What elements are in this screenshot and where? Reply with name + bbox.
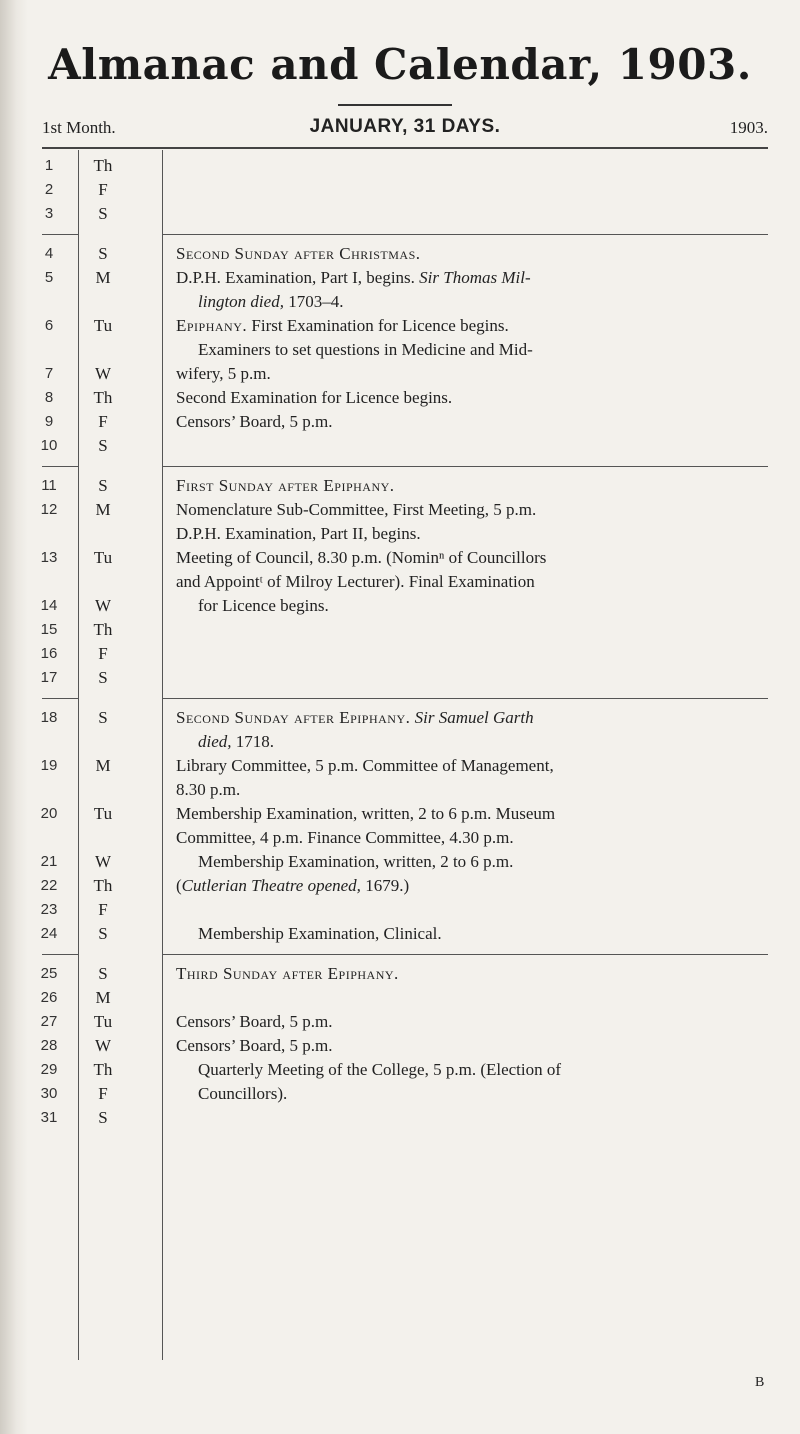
event-line bbox=[198, 338, 533, 362]
calendar-row bbox=[0, 642, 800, 666]
weekday: S bbox=[98, 204, 108, 223]
event-text: Library Committee, 5 p.m. Committee of Management, bbox=[176, 756, 554, 775]
weekday: S bbox=[98, 924, 108, 943]
calendar-row bbox=[0, 1034, 800, 1058]
event-line bbox=[176, 802, 555, 826]
event-text: Meeting of Council, 8.30 p.m. (Nominⁿ of Councillors bbox=[176, 548, 547, 567]
day-number: 21 bbox=[40, 853, 58, 870]
calendar-row bbox=[0, 474, 800, 498]
week-rule bbox=[42, 954, 78, 955]
event-text: Quarterly Meeting of the College, 5 p.m. (Election of bbox=[198, 1060, 562, 1079]
day-number: 20 bbox=[40, 805, 58, 822]
event-text: Censors’ Board, 5 p.m. bbox=[176, 1036, 333, 1055]
day-number: 15 bbox=[40, 621, 58, 638]
event-line bbox=[176, 1010, 332, 1034]
day-number: 30 bbox=[40, 1085, 58, 1102]
event-text: Nomenclature Sub-Committee, First Meeting, 5 p.m. bbox=[176, 500, 537, 519]
month-header bbox=[42, 114, 768, 144]
event-line bbox=[198, 922, 442, 946]
week-rule bbox=[162, 698, 768, 699]
event-text: Examiners to set questions in Medicine and Mid- bbox=[198, 340, 533, 359]
event-text: died, bbox=[198, 732, 232, 751]
calendar-row bbox=[0, 1010, 800, 1034]
month-number: 1st Month. bbox=[42, 118, 116, 137]
day-number: 16 bbox=[40, 645, 58, 662]
event-text: First Examination for Licence begins. bbox=[247, 316, 509, 335]
event-line bbox=[198, 594, 329, 618]
weekday: Tu bbox=[93, 548, 113, 567]
weekday: W bbox=[94, 596, 112, 615]
event-text: D.P.H. Examination, Part II, begins. bbox=[176, 524, 421, 543]
day-number: 4 bbox=[44, 245, 54, 262]
event-line bbox=[198, 1082, 287, 1106]
page-title: Almanac and Calendar, 1903. bbox=[48, 40, 752, 89]
day-number: 8 bbox=[44, 389, 54, 406]
calendar-row bbox=[0, 434, 800, 458]
weekday: F bbox=[98, 180, 108, 199]
event-line bbox=[176, 706, 534, 730]
day-number: 18 bbox=[40, 709, 58, 726]
weekday: S bbox=[98, 244, 108, 263]
event-text: Membership Examination, written, 2 to 6 p.m. bbox=[198, 852, 514, 871]
day-number: 5 bbox=[44, 269, 54, 286]
week-rule bbox=[42, 234, 78, 235]
column-rule-right bbox=[162, 150, 163, 1360]
calendar-row bbox=[0, 898, 800, 922]
event-line bbox=[176, 386, 452, 410]
weekday: M bbox=[95, 988, 111, 1007]
day-number: 28 bbox=[40, 1037, 58, 1054]
weekday: Th bbox=[93, 388, 113, 407]
weekday: S bbox=[98, 476, 108, 495]
column-rule-left bbox=[78, 150, 79, 1360]
day-number: 1 bbox=[44, 157, 54, 174]
day-number: 27 bbox=[40, 1013, 58, 1030]
weekday: Th bbox=[93, 876, 113, 895]
year-label: 1903. bbox=[729, 118, 768, 137]
day-number: 6 bbox=[44, 317, 54, 334]
event-text: Third Sunday after Epiphany. bbox=[176, 964, 399, 983]
week-rule bbox=[162, 954, 768, 955]
event-line bbox=[176, 754, 554, 778]
day-number: 17 bbox=[40, 669, 58, 686]
weekday: Tu bbox=[93, 804, 113, 823]
week-rule bbox=[162, 234, 768, 235]
event-text: ( bbox=[176, 876, 182, 895]
event-text: Second Examination for Licence begins. bbox=[176, 388, 453, 407]
event-line bbox=[176, 242, 421, 266]
weekday: W bbox=[94, 1036, 112, 1055]
calendar-row bbox=[0, 362, 800, 386]
event-text: Membership Examination, written, 2 to 6 p.m. Museum bbox=[176, 804, 556, 823]
event-text: wifery, 5 p.m. bbox=[176, 364, 271, 383]
weekday: S bbox=[98, 668, 108, 687]
event-line bbox=[176, 826, 514, 850]
calendar-row bbox=[0, 594, 800, 618]
event-line bbox=[176, 522, 421, 546]
calendar-row bbox=[0, 1106, 800, 1130]
event-text: Epiphany. bbox=[176, 316, 248, 335]
day-number: 29 bbox=[40, 1061, 58, 1078]
day-number: 13 bbox=[40, 549, 58, 566]
event-text: 1703–4. bbox=[283, 292, 344, 311]
day-number: 25 bbox=[40, 965, 58, 982]
calendar-row bbox=[0, 618, 800, 642]
event-line bbox=[176, 266, 531, 290]
event-line bbox=[176, 314, 509, 338]
calendar-row bbox=[0, 666, 800, 690]
calendar-row bbox=[0, 154, 800, 178]
weekday: S bbox=[98, 1108, 108, 1127]
event-text: lington died, bbox=[198, 292, 284, 311]
weekday: S bbox=[98, 964, 108, 983]
day-number: 26 bbox=[40, 989, 58, 1006]
event-line bbox=[198, 1058, 561, 1082]
week-rule bbox=[42, 698, 78, 699]
event-text: Sir Samuel Garth bbox=[414, 708, 534, 727]
event-line bbox=[176, 778, 240, 802]
calendar-row bbox=[0, 202, 800, 226]
event-line bbox=[176, 570, 535, 594]
event-text: Membership Examination, Clinical. bbox=[198, 924, 442, 943]
event-text: Second Sunday after Christmas. bbox=[176, 244, 421, 263]
weekday: W bbox=[94, 852, 112, 871]
event-line bbox=[198, 850, 513, 874]
event-line bbox=[198, 730, 274, 754]
day-number: 9 bbox=[44, 413, 54, 430]
weekday: Th bbox=[93, 1060, 113, 1079]
day-number: 23 bbox=[40, 901, 58, 918]
weekday: S bbox=[98, 708, 108, 727]
calendar-row bbox=[0, 410, 800, 434]
header-rule bbox=[42, 147, 768, 149]
event-line bbox=[198, 290, 343, 314]
weekday: M bbox=[95, 500, 111, 519]
weekday: W bbox=[94, 364, 112, 383]
calendar-row bbox=[0, 1082, 800, 1106]
event-text: Censors’ Board, 5 p.m. bbox=[176, 412, 333, 431]
weekday: M bbox=[95, 756, 111, 775]
event-line bbox=[176, 874, 409, 898]
event-line bbox=[176, 546, 546, 570]
event-line bbox=[176, 362, 271, 386]
signature-mark: B bbox=[755, 1375, 765, 1390]
weekday: F bbox=[98, 412, 108, 431]
event-line bbox=[176, 962, 399, 986]
weekday: Th bbox=[93, 620, 113, 639]
week-rule bbox=[42, 466, 78, 467]
weekday: F bbox=[98, 1084, 108, 1103]
event-text: Committee, 4 p.m. Finance Committee, 4.30 p.m. bbox=[176, 828, 514, 847]
weekday: S bbox=[98, 436, 108, 455]
event-text: 1718. bbox=[231, 732, 275, 751]
event-line bbox=[176, 474, 395, 498]
event-text: 1679.) bbox=[360, 876, 410, 895]
event-line bbox=[176, 498, 536, 522]
day-number: 22 bbox=[40, 877, 58, 894]
event-text: Second Sunday after Epiphany. bbox=[176, 708, 411, 727]
day-number: 19 bbox=[40, 757, 58, 774]
event-text: Sir Thomas Mil- bbox=[419, 268, 531, 287]
weekday: F bbox=[98, 644, 108, 663]
calendar-row bbox=[0, 962, 800, 986]
title-rule bbox=[338, 104, 452, 106]
day-number: 3 bbox=[44, 205, 54, 222]
day-number: 7 bbox=[44, 365, 54, 382]
day-number: 10 bbox=[40, 437, 58, 454]
day-number: 11 bbox=[41, 477, 57, 494]
day-number: 14 bbox=[40, 597, 58, 614]
event-line bbox=[176, 1034, 332, 1058]
weekday: M bbox=[95, 268, 111, 287]
event-text: Censors’ Board, 5 p.m. bbox=[176, 1012, 333, 1031]
day-number: 2 bbox=[44, 181, 54, 198]
weekday: Th bbox=[93, 156, 113, 175]
event-text: First Sunday after Epiphany. bbox=[176, 476, 395, 495]
event-text: 8.30 p.m. bbox=[176, 780, 241, 799]
week-rule bbox=[162, 466, 768, 467]
event-text: D.P.H. Examination, Part I, begins. bbox=[176, 268, 420, 287]
weekday: Tu bbox=[93, 1012, 113, 1031]
weekday: Tu bbox=[93, 316, 113, 335]
event-text: and Appointᵗ of Milroy Lecturer). Final Examination bbox=[176, 572, 535, 591]
day-number: 31 bbox=[40, 1109, 58, 1126]
calendar-row bbox=[0, 986, 800, 1010]
calendar-row bbox=[0, 178, 800, 202]
day-number: 24 bbox=[40, 925, 58, 942]
month-title: JANUARY, 31 DAYS. bbox=[309, 116, 501, 137]
event-text: Councillors). bbox=[198, 1084, 288, 1103]
weekday: F bbox=[98, 900, 108, 919]
day-number: 12 bbox=[40, 501, 58, 518]
event-line bbox=[176, 410, 332, 434]
event-text: for Licence begins. bbox=[198, 596, 329, 615]
event-text: Cutlerian Theatre opened, bbox=[181, 876, 361, 895]
